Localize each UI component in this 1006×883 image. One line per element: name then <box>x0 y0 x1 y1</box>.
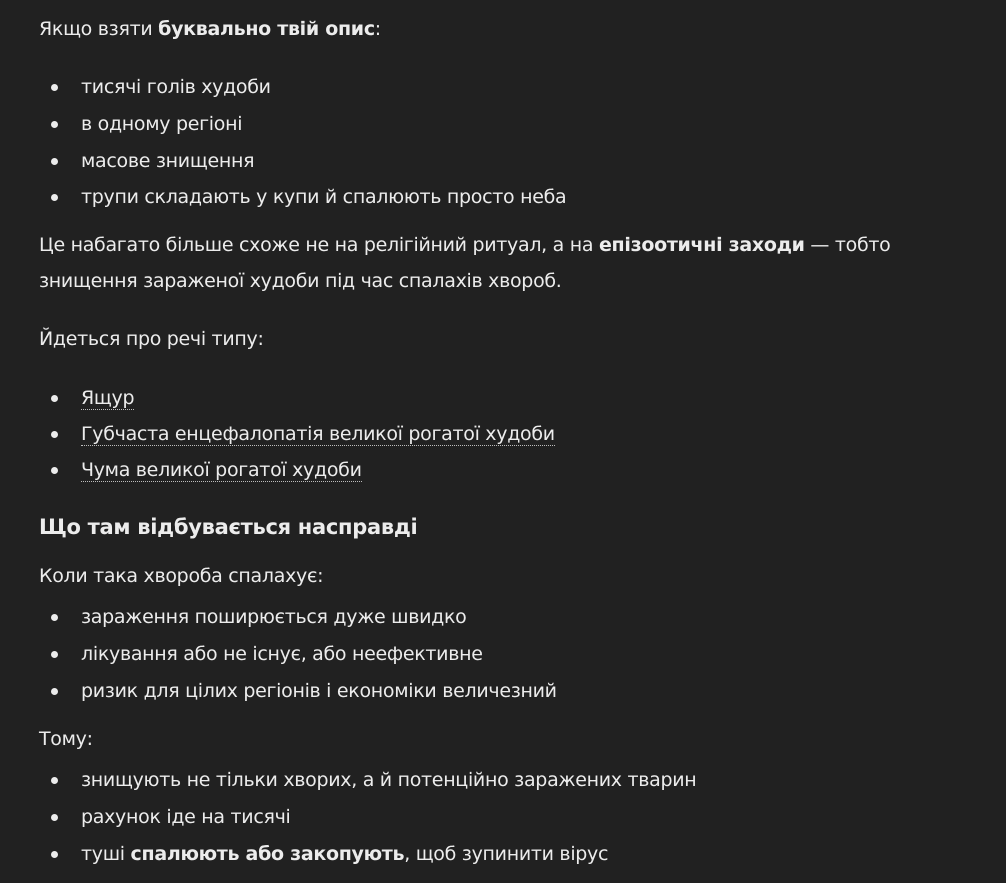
list-item-link <box>81 386 134 410</box>
list-item: в одному регіоні <box>81 113 243 135</box>
list3-last-prefix: туші <box>81 843 131 865</box>
intro-bold: буквально твій опис <box>158 18 375 40</box>
list-item: ризик для цілих регіонів і економіки величезний <box>81 680 557 702</box>
list-item: рахунок іде на тисячі <box>81 806 291 828</box>
link-foot-and-mouth[interactable]: Ящур <box>81 387 135 409</box>
para2-prefix: Це набагато більше схоже не на релігійний ритуал, а на <box>39 234 599 256</box>
para2-bold: епізоотичні заходи <box>598 234 805 256</box>
list3-last-suffix: , щоб зупинити вірус <box>404 843 609 865</box>
list-item: тисячі голів худоби <box>81 76 271 98</box>
list3-last-bold: спалюють або закопують <box>130 843 405 865</box>
paragraph-types: Йдеться про речі типу: <box>39 328 264 350</box>
list-item: трупи складають у купи й спалюють просто неба <box>81 186 567 208</box>
para2-suffix: — тобто знищення зараженої худоби під час спалахів хвороб. <box>39 234 891 292</box>
link-bse[interactable]: Губчаста енцефалопатія великої рогатої худоби <box>81 423 555 445</box>
paragraph-epizootic <box>39 227 979 299</box>
intro-line <box>39 17 381 41</box>
paragraph-outbreak: Коли така хвороба спалахує: <box>39 565 324 587</box>
list-item-link <box>81 422 555 446</box>
list-item: лікування або не існує, або неефективне <box>81 643 483 665</box>
list-item: зараження поширюється дуже швидко <box>81 606 467 628</box>
list-item-link <box>81 458 362 482</box>
list-item: знищують не тільки хворих, а й потенційно заражених тварин <box>81 769 697 791</box>
intro-prefix: Якщо взяти <box>39 18 159 40</box>
list-item <box>81 842 608 866</box>
paragraph-therefore: Тому: <box>39 728 93 750</box>
list-item: масове знищення <box>81 150 255 172</box>
intro-suffix: : <box>374 18 381 40</box>
link-rinderpest[interactable]: Чума великої рогатої худоби <box>81 459 362 481</box>
section-heading: Що там відбувається насправді <box>39 515 418 539</box>
